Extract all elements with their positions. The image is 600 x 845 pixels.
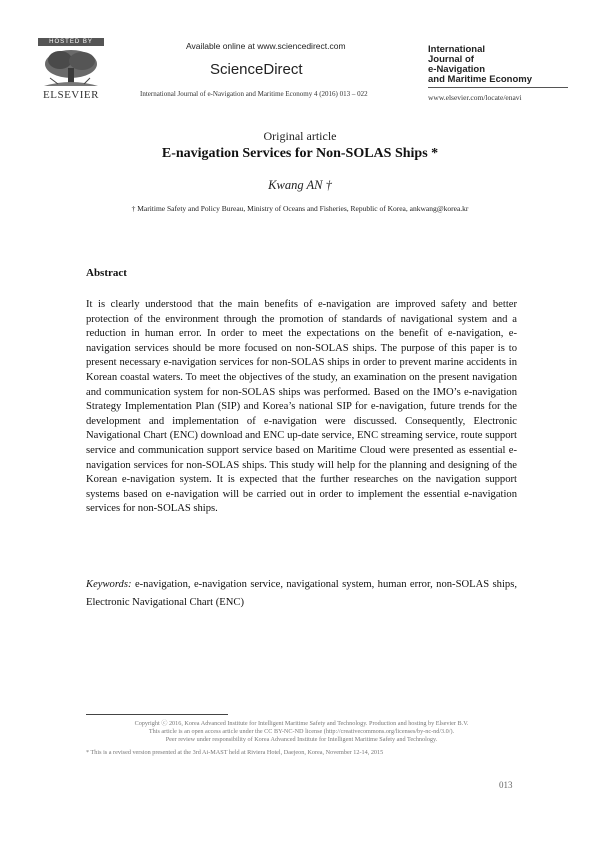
journal-name-line: International: [428, 44, 486, 55]
revised-version-footnote: * This is a revised version presented at the 3rd Ai-MAST held at Riviera Hotel, Daejeon, Korea, November 12-14, 2015: [86, 749, 384, 756]
keywords-list: e-navigation, e-navigation service, navigational system, human error, non-SOLAS ships, Electronic Navigational Chart (ENC): [86, 579, 517, 608]
journal-url: www.elsevier.com/locate/enavi: [428, 93, 522, 102]
journal-citation: International Journal of e-Navigation and Maritime Economy 4 (2016) 013 – 022: [140, 90, 368, 98]
available-online-text: Available online at www.sciencedirect.com: [186, 41, 346, 51]
peer-review-line: Peer review under responsibility of Korea Advanced Institute for Intelligent Maritime Safety and Technology.: [165, 736, 438, 744]
page-number: 013: [499, 780, 513, 790]
abstract-body: It is clearly understood that the main benefits of e-navigation are improved safety and better protection of the environment through the promotion of standards of navigational system and a reduction in human error. In order to meet the expectations on the benefit of e-navigation, e-navigation services should be more focused on non-SOLAS ships. The purpose of this paper is to present necessary e-navigation services for non-SOLAS ships in order to prevent marine accidents in Korean coastal waters. To meet the objectives of the study, an examination on the present navigation and communication system for non-SOLAS ships was performed. Based on the IMO’s e-navigation Strategy Implementation Plan (SIP) and Korea’s national SIP for e-navigation, future trends for the development and implementation of e-navigation were discussed. Consequently, Electronic Navigational Chart (ENC) download and ENC up-date service, ENC streaming service, route support service and communication support service based on Maritime Cloud were presented as essential e-navigation services for non-SOLAS ships. This study will help for the planning and designing of the Korean e-navigation system. It is expected that the further researches on the navigation support systems based on e-navigation will be carried out in order to implement the essential e-navigation services for non-SOLAS ships.: [86, 299, 517, 515]
keywords: [86, 576, 517, 612]
hosted-by-label: HOSTED BY: [38, 38, 104, 46]
journal-name-line: and Maritime Economy: [428, 74, 532, 85]
article-author: Kwang AN †: [268, 178, 332, 192]
journal-name-line: e-Navigation: [428, 64, 486, 75]
abstract-heading: Abstract: [86, 267, 127, 279]
copyright-line: Copyright ⓒ 2016, Korea Advanced Institute for Intelligent Maritime Safety and Technology. Production and hosting by Elsevier B.V.: [134, 720, 469, 727]
copyright-notice: [86, 720, 517, 745]
article-title: E-navigation Services for Non-SOLAS Ships *: [161, 146, 439, 161]
elsevier-tree-logo: [40, 48, 102, 88]
author-affiliation: † Maritime Safety and Policy Bureau, Ministry of Oceans and Fisheries, Republic of Korea, ankwang@korea.kr: [131, 204, 469, 213]
journal-divider: [428, 87, 568, 88]
journal-name-line: Journal of: [428, 54, 474, 65]
sciencedirect-brand: ScienceDirect: [210, 61, 303, 78]
footnote-divider: [86, 714, 228, 715]
license-line: This article is an open access article under the CC BY-NC-ND license (http://creativecommons.org/licenses/by-nc-nd/3.0/).: [148, 728, 455, 736]
article-type: Original article: [263, 129, 337, 143]
keywords-label: Keywords:: [86, 579, 132, 590]
elsevier-wordmark: ELSEVIER: [43, 89, 99, 101]
journal-name: [428, 45, 568, 85]
